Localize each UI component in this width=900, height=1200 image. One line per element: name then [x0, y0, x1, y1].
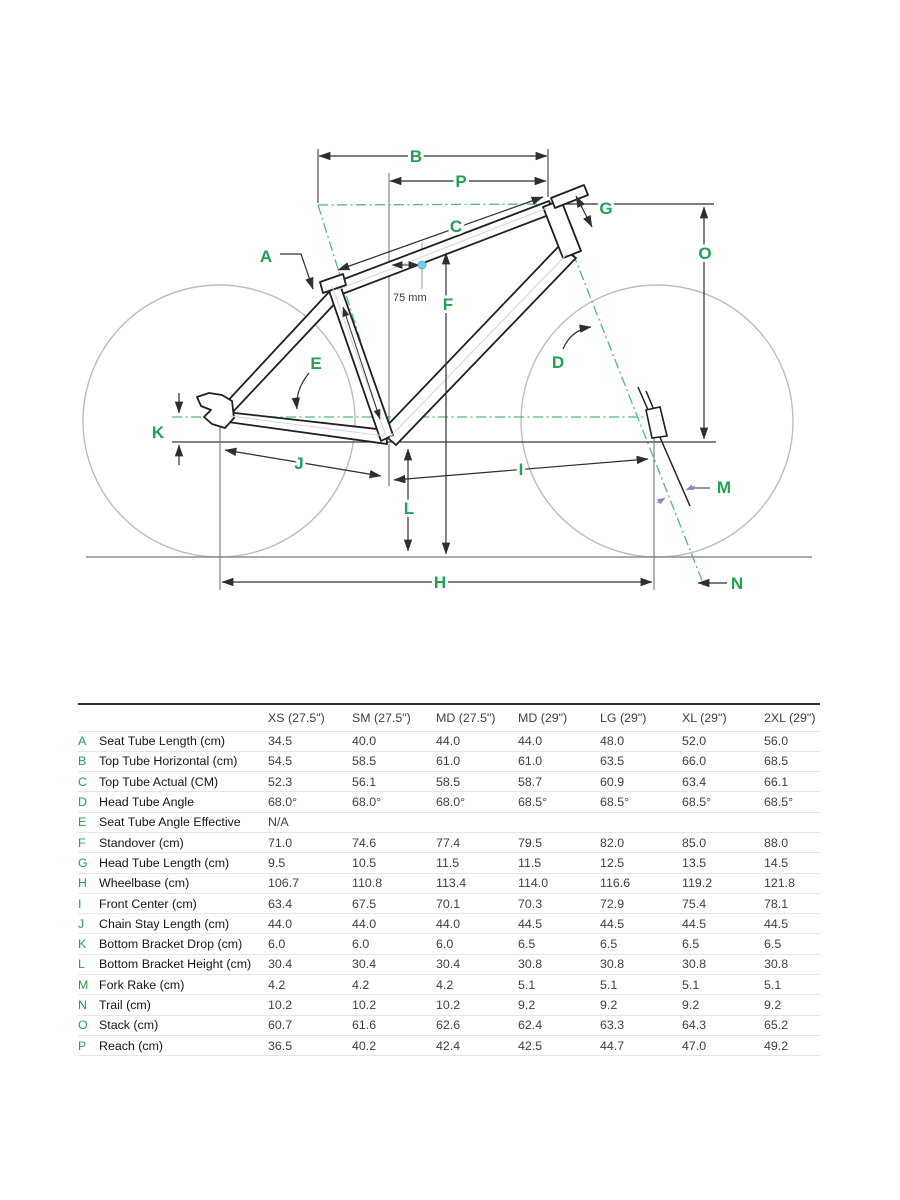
row-label: Wheelbase (cm): [99, 876, 190, 891]
row-label: Reach (cm): [99, 1038, 164, 1053]
geometry-row-M: [78, 975, 820, 995]
row-value: 10.2: [352, 998, 377, 1012]
row-value: 30.4: [352, 957, 377, 972]
geometry-table-section: [78, 703, 820, 1056]
row-value: 54.5: [268, 754, 293, 769]
dim-label-E: E: [310, 354, 322, 373]
row-letter: A: [78, 734, 87, 749]
row-value: 72.9: [600, 896, 625, 911]
fork-schematic: [638, 387, 690, 506]
row-label: Seat Tube Length (cm): [99, 734, 226, 749]
row-letter: P: [78, 1038, 87, 1053]
geometry-row-G: [78, 853, 820, 873]
seat-stay-tube: [222, 292, 341, 415]
dim-label-O: O: [698, 244, 712, 263]
row-value: 6.5: [600, 937, 618, 952]
row-value: 52.3: [268, 774, 293, 789]
dim-label-L: L: [403, 499, 415, 518]
row-label: Bottom Bracket Height (cm): [99, 957, 252, 972]
geometry-row-J: [78, 914, 820, 934]
row-label: Head Tube Angle: [99, 795, 195, 810]
dim-label-N: N: [730, 574, 744, 593]
row-value: 4.2: [436, 977, 454, 992]
row-value: 77.4: [436, 835, 461, 850]
geometry-row-H: [78, 873, 820, 893]
row-value: 61.0: [436, 754, 461, 769]
row-value: 5.1: [764, 977, 782, 992]
row-label: Fork Rake (cm): [99, 977, 185, 992]
row-value: 85.0: [682, 835, 707, 850]
row-value: 9.2: [600, 998, 618, 1012]
row-label: Top Tube Horizontal (cm): [99, 754, 238, 769]
row-label: Front Center (cm): [99, 896, 197, 911]
geometry-row-N: [78, 995, 820, 1015]
row-value: 70.1: [436, 896, 461, 911]
row-value: 68.0°: [268, 795, 298, 810]
row-label: Seat Tube Angle Effective: [99, 815, 241, 830]
row-label: Bottom Bracket Drop (cm): [99, 937, 243, 952]
row-value: 10.2: [268, 998, 293, 1012]
geometry-table-body: [78, 731, 820, 1056]
row-value: 40.2: [352, 1038, 377, 1053]
geometry-row-P: [78, 1035, 820, 1055]
row-letter: J: [78, 916, 85, 931]
row-value: 5.1: [518, 977, 536, 992]
row-value: 10.2: [436, 998, 461, 1012]
row-value: 30.8: [682, 957, 707, 972]
row-value: [352, 812, 436, 832]
row-value: 65.2: [764, 1018, 789, 1033]
dim-M-arrow-inner: [657, 498, 665, 503]
row-value: 11.5: [518, 855, 542, 870]
row-letter: L: [78, 957, 85, 972]
row-value: 6.0: [268, 937, 286, 952]
row-letter: O: [78, 1018, 88, 1033]
row-value: 116.6: [600, 876, 631, 891]
row-value: [764, 812, 820, 832]
row-value: 9.2: [518, 998, 536, 1012]
row-value: 68.5: [764, 754, 789, 769]
row-value: 119.2: [682, 876, 713, 891]
row-value: 42.5: [518, 1038, 543, 1053]
row-value: 58.7: [518, 774, 543, 789]
row-value: 58.5: [352, 754, 377, 769]
geometry-table-head-row: [78, 704, 820, 731]
row-value: 68.5°: [518, 795, 548, 810]
row-value: 68.5°: [682, 795, 712, 810]
row-label: Chain Stay Length (cm): [99, 916, 230, 931]
row-value: 10.5: [352, 855, 377, 870]
row-value: 66.0: [682, 754, 707, 769]
geometry-table: [78, 703, 820, 1056]
row-value: 11.5: [436, 855, 460, 870]
size-column-header: 2XL (29"): [764, 710, 816, 725]
row-letter: B: [78, 754, 87, 769]
head-tube: [543, 200, 581, 258]
dim-label-C: C: [449, 217, 463, 236]
row-value: 44.0: [268, 916, 293, 931]
row-value: 71.0: [268, 835, 293, 850]
row-value: 13.5: [682, 855, 707, 870]
tube-highlights: [230, 208, 568, 437]
dim-C: [338, 197, 543, 270]
geometry-row-E: [78, 812, 820, 832]
geometry-row-B: [78, 751, 820, 771]
row-value: [436, 812, 518, 832]
row-value: 44.5: [682, 916, 707, 931]
row-value: 74.6: [352, 835, 377, 850]
dim-G: [576, 196, 592, 227]
dim-label-J: J: [294, 454, 304, 473]
row-letter: D: [78, 795, 87, 810]
row-value: 78.1: [764, 896, 789, 911]
row-label: Stack (cm): [99, 1018, 159, 1033]
row-value: 60.9: [600, 774, 625, 789]
row-value: 63.5: [600, 754, 625, 769]
letter-column-header: [78, 704, 99, 731]
row-value: 44.5: [764, 916, 789, 931]
row-value: 61.0: [518, 754, 543, 769]
top-reference-line: [318, 204, 549, 205]
dim-label-A: A: [259, 247, 273, 266]
offset-note-text: 75 mm: [393, 292, 427, 304]
dim-label-P: P: [455, 172, 467, 191]
dim-label-K: K: [151, 423, 165, 442]
row-value: 9.2: [682, 998, 700, 1012]
size-column-header: LG (29"): [600, 710, 647, 725]
row-value: 58.5: [436, 774, 461, 789]
row-value: 82.0: [600, 835, 625, 850]
geometry-row-I: [78, 893, 820, 913]
row-label: Standover (cm): [99, 835, 184, 850]
bike-frame: [197, 185, 588, 445]
row-letter: H: [78, 876, 87, 891]
saddle-offset-dot: [418, 261, 426, 269]
row-value: 68.5°: [764, 795, 794, 810]
row-value: 68.0°: [352, 795, 382, 810]
row-value: N/A: [268, 815, 289, 830]
row-value: [600, 812, 682, 832]
row-value: 60.7: [268, 1018, 293, 1033]
row-value: 52.0: [682, 734, 707, 749]
row-value: 44.0: [518, 734, 543, 749]
row-value: 68.5°: [600, 795, 630, 810]
row-value: 36.5: [268, 1038, 293, 1053]
row-value: 30.8: [518, 957, 543, 972]
row-value: 6.5: [518, 937, 536, 952]
row-value: 88.0: [764, 835, 789, 850]
row-value: 49.2: [764, 1038, 789, 1053]
row-value: 6.0: [436, 937, 454, 952]
row-value: [518, 812, 600, 832]
row-label: Top Tube Actual (CM): [99, 774, 219, 789]
row-value: 5.1: [682, 977, 700, 992]
row-label: Trail (cm): [99, 998, 151, 1012]
size-column-header: XS (27.5"): [268, 710, 325, 725]
fork-offset-line: [638, 387, 690, 506]
row-letter: M: [78, 977, 89, 992]
row-value: 64.3: [682, 1018, 707, 1033]
row-value: 9.5: [268, 855, 286, 870]
row-label: Head Tube Length (cm): [99, 855, 230, 870]
row-value: 66.1: [764, 774, 789, 789]
dim-E-arc: [297, 373, 309, 409]
row-value: 42.4: [436, 1038, 461, 1053]
row-value: 44.7: [600, 1038, 625, 1053]
row-value: 30.8: [764, 957, 789, 972]
row-value: 6.5: [682, 937, 700, 952]
geometry-row-A: [78, 731, 820, 751]
geometry-row-C: [78, 772, 820, 792]
row-value: 5.1: [600, 977, 618, 992]
row-value: 34.5: [268, 734, 293, 749]
row-letter: E: [78, 815, 87, 830]
row-value: 70.3: [518, 896, 543, 911]
size-column-header: XL (29"): [682, 710, 727, 725]
dim-label-F: F: [442, 295, 454, 314]
dim-label-B: B: [409, 147, 423, 166]
row-value: 63.3: [600, 1018, 625, 1033]
row-value: 44.5: [518, 916, 543, 931]
row-value: 44.0: [436, 916, 461, 931]
row-value: 110.8: [352, 876, 383, 891]
row-value: 30.4: [436, 957, 461, 972]
dim-label-H: H: [433, 573, 447, 592]
geometry-row-O: [78, 1015, 820, 1035]
row-value: 47.0: [682, 1038, 707, 1053]
geometry-row-K: [78, 934, 820, 954]
row-value: 30.8: [600, 957, 625, 972]
row-value: 121.8: [764, 876, 796, 891]
row-value: 63.4: [268, 896, 293, 911]
row-value: 30.4: [268, 957, 293, 972]
wheels: [83, 285, 793, 557]
row-value: 6.5: [764, 937, 782, 952]
geometry-row-L: [78, 954, 820, 974]
row-letter: C: [78, 774, 87, 789]
row-value: 6.0: [352, 937, 370, 952]
label-column-header: [99, 704, 268, 731]
row-value: 4.2: [268, 977, 286, 992]
dim-label-M: M: [716, 478, 732, 497]
row-letter: I: [78, 896, 82, 911]
row-value: 106.7: [268, 876, 300, 891]
row-value: 68.0°: [436, 795, 466, 810]
size-column-header: MD (29"): [518, 710, 568, 725]
row-value: 75.4: [682, 896, 707, 911]
row-value: 114.0: [518, 876, 549, 891]
size-column-header: MD (27.5"): [436, 710, 496, 725]
dim-label-I: I: [518, 460, 524, 479]
row-value: [682, 812, 764, 832]
row-value: 113.4: [436, 876, 467, 891]
row-value: 44.5: [600, 916, 625, 931]
size-column-header: SM (27.5"): [352, 710, 411, 725]
row-value: 4.2: [352, 977, 370, 992]
row-value: 62.6: [436, 1018, 461, 1033]
row-value: 44.0: [436, 734, 461, 749]
geometry-row-D: [78, 792, 820, 812]
row-value: 56.0: [764, 734, 789, 749]
row-value: 61.6: [352, 1018, 377, 1033]
rear-dropout: [197, 393, 234, 428]
row-value: 14.5: [764, 855, 789, 870]
row-value: 44.0: [352, 916, 377, 931]
row-letter: K: [78, 937, 87, 952]
row-letter: G: [78, 855, 88, 870]
row-value: 48.0: [600, 734, 625, 749]
dim-D-arc: [563, 327, 591, 349]
row-value: 67.5: [352, 896, 377, 911]
row-letter: N: [78, 998, 87, 1012]
row-value: 12.5: [600, 855, 625, 870]
geometry-row-F: [78, 832, 820, 852]
dim-A-inner: [343, 307, 380, 419]
row-value: 63.4: [682, 774, 707, 789]
row-value: 56.1: [352, 774, 377, 789]
row-value: 79.5: [518, 835, 543, 850]
front-dropout: [646, 407, 667, 438]
row-value: 40.0: [352, 734, 377, 749]
row-letter: F: [78, 835, 86, 850]
seat-tube: [327, 282, 393, 441]
dim-label-G: G: [599, 199, 613, 218]
dim-label-D: D: [551, 353, 565, 372]
row-value: 62.4: [518, 1018, 543, 1033]
dim-A-pointer: [280, 254, 313, 289]
row-value: 9.2: [764, 998, 782, 1012]
